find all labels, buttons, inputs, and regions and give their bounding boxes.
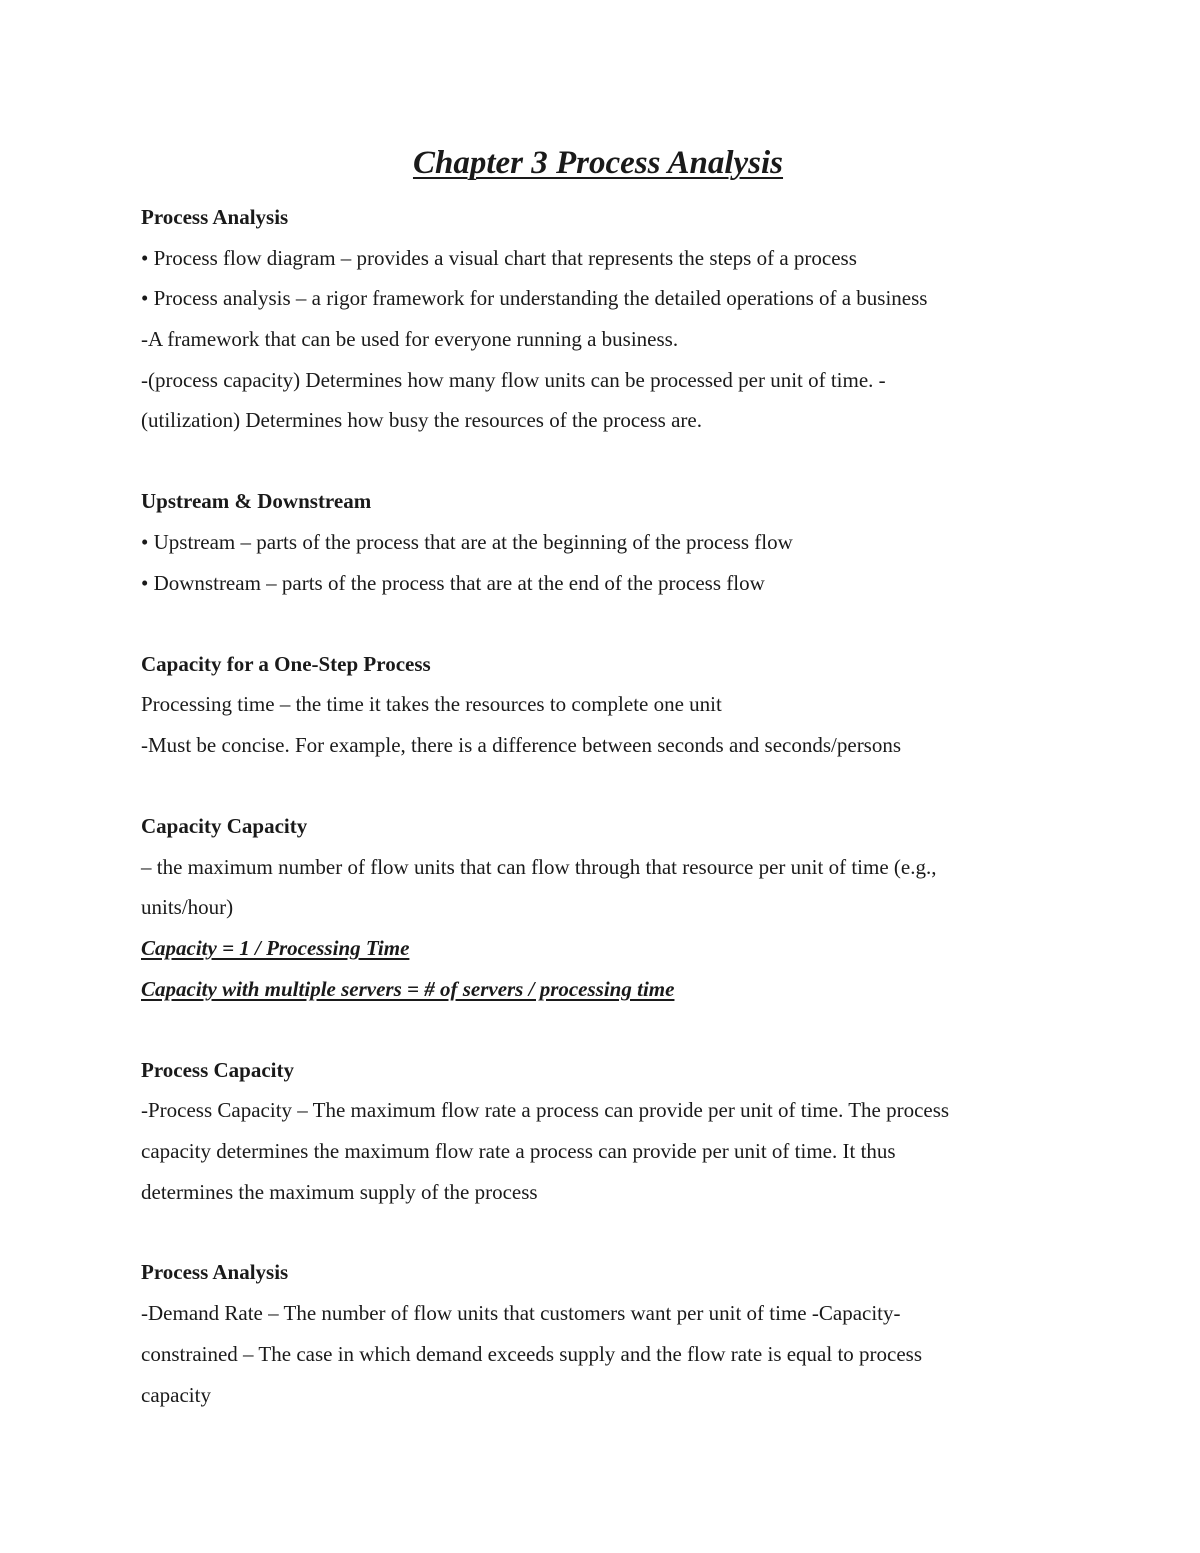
text-line: (utilization) Determines how busy the resources of the process are.: [141, 408, 702, 432]
section-heading: Capacity Capacity: [141, 814, 308, 838]
text-line: capacity determines the maximum flow rate a process can provide per unit of time. It thus: [141, 1139, 896, 1163]
formula-line: Capacity = 1 / Processing Time: [141, 936, 410, 960]
text-line: -Demand Rate – The number of flow units that customers want per unit of time -Capacity-: [141, 1301, 901, 1325]
section-heading: Upstream & Downstream: [141, 489, 372, 513]
text-line: -Must be concise. For example, there is a difference between seconds and seconds/persons: [141, 733, 902, 757]
text-line: • Process flow diagram – provides a visual chart that represents the steps of a process: [141, 246, 857, 270]
text-line: capacity: [141, 1383, 211, 1407]
section-heading: Process Analysis: [141, 1260, 289, 1284]
text-line: • Downstream – parts of the process that are at the end of the process flow: [141, 571, 765, 595]
text-line: -A framework that can be used for everyone running a business.: [141, 327, 679, 351]
text-line: -Process Capacity – The maximum flow rate a process can provide per unit of time. The process: [141, 1098, 950, 1122]
page-title: Chapter 3 Process Analysis: [412, 145, 784, 181]
text-line: constrained – The case in which demand exceeds supply and the flow rate is equal to process: [141, 1342, 923, 1366]
text-line: – the maximum number of flow units that can flow through that resource per unit of time (e.g.,: [141, 855, 937, 879]
text-line: units/hour): [141, 895, 234, 919]
text-line: Processing time – the time it takes the resources to complete one unit: [141, 692, 722, 716]
section-heading: Process Analysis: [141, 205, 289, 229]
text-line: determines the maximum supply of the process: [141, 1180, 538, 1204]
text-line: • Process analysis – a rigor framework for understanding the detailed operations of a business: [141, 286, 928, 310]
section-heading: Capacity for a One-Step Process: [141, 652, 431, 676]
formula-line: Capacity with multiple servers = # of servers / processing time: [141, 977, 675, 1001]
section-heading: Process Capacity: [141, 1058, 294, 1082]
text-line: -(process capacity) Determines how many flow units can be processed per unit of time. -: [141, 368, 886, 392]
text-line: • Upstream – parts of the process that are at the beginning of the process flow: [141, 530, 793, 554]
